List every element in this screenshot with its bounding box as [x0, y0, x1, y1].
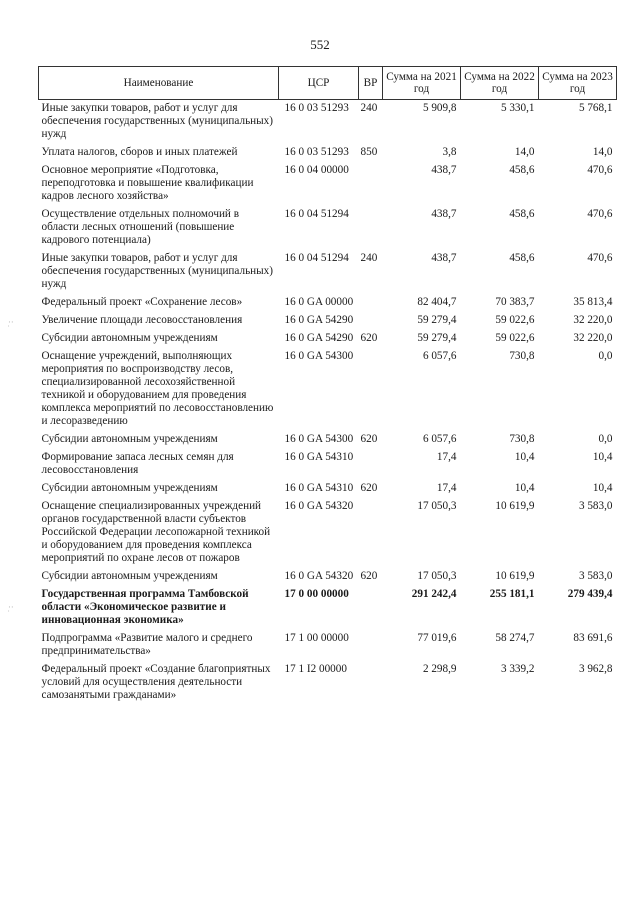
scan-artifact: ·̣·: [8, 603, 14, 613]
cell-csr: 16 0 03 51293: [284, 146, 349, 158]
page-number: 552: [310, 37, 330, 52]
cell-sum-2023: 279 439,4: [567, 588, 613, 600]
cell-name: Иные закупки товаров, работ и услуг для обеспечения государственных (муниципальных) нужд: [41, 252, 273, 290]
table-row: [39, 348, 617, 431]
cell-sum-2021: 438,7: [431, 164, 457, 176]
cell-sum-2022: 730,8: [509, 350, 535, 362]
table-row: [39, 431, 617, 449]
cell-name: Осуществление отдельных полномочий в области лесных отношений (повышение кадрового потенциала): [41, 208, 239, 246]
cell-vr: [359, 294, 383, 312]
cell-csr: 16 0 GA 54310: [284, 482, 354, 494]
cell-sum-2023: 32 220,0: [573, 314, 613, 326]
header-sum-2022: Сумма на 2022 год: [461, 67, 539, 100]
table-row: [39, 498, 617, 568]
cell-vr: [359, 449, 383, 480]
cell-sum-2023: 5 768,1: [578, 102, 613, 114]
table-row: [39, 312, 617, 330]
table-row: [39, 661, 617, 705]
cell-csr: 16 0 03 51293: [284, 102, 349, 114]
cell-sum-2021: 3,8: [442, 146, 457, 158]
cell-sum-2022: 14,0: [514, 146, 535, 158]
cell-csr: 17 0 00 00000: [284, 588, 349, 600]
cell-sum-2022: 10 619,9: [495, 570, 535, 582]
cell-csr: 16 0 GA 54290: [284, 332, 354, 344]
cell-sum-2021: 82 404,7: [417, 296, 457, 308]
cell-sum-2022: 10,4: [514, 451, 535, 463]
cell-csr: 16 0 GA 54290: [284, 314, 354, 326]
cell-csr: 17 1 00 00000: [284, 632, 349, 644]
cell-csr: 16 0 GA 00000: [284, 296, 354, 308]
table-row: [39, 162, 617, 206]
table-row: [39, 294, 617, 312]
cell-csr: 17 1 I2 00000: [284, 663, 347, 675]
cell-csr: 16 0 04 51294: [284, 208, 349, 220]
cell-vr: 620: [360, 433, 378, 445]
cell-sum-2023: 10,4: [592, 451, 613, 463]
cell-sum-2021: 2 298,9: [422, 663, 457, 675]
table-row: [39, 586, 617, 630]
cell-sum-2023: 0,0: [598, 350, 613, 362]
cell-name: Субсидии автономным учреждениям: [41, 482, 218, 494]
header-csr: ЦСР: [279, 67, 359, 100]
cell-sum-2023: 14,0: [592, 146, 613, 158]
cell-sum-2021: 291 242,4: [411, 588, 457, 600]
table-row: [39, 250, 617, 294]
cell-sum-2022: 730,8: [509, 433, 535, 445]
cell-sum-2021: 6 057,6: [422, 350, 457, 362]
table-row: [39, 100, 617, 145]
cell-sum-2021: 6 057,6: [422, 433, 457, 445]
cell-vr: [359, 630, 383, 661]
header-vr: ВР: [359, 67, 383, 100]
cell-csr: 16 0 04 00000: [284, 164, 349, 176]
cell-sum-2021: 438,7: [431, 252, 457, 264]
cell-name: Федеральный проект «Сохранение лесов»: [41, 296, 243, 308]
cell-sum-2021: 59 279,4: [417, 332, 457, 344]
cell-vr: [359, 498, 383, 568]
cell-name: Основное мероприятие «Подготовка, переподготовка и повышение квалификации кадров лесного хозяйства»: [41, 164, 254, 202]
cell-name: Увеличение площади лесовосстановления: [41, 314, 243, 326]
cell-vr: 620: [360, 570, 378, 582]
cell-sum-2021: 17 050,3: [417, 500, 457, 512]
cell-name: Оснащение учреждений, выполняющих мероприятия по воспроизводству лесов, специализированной лесохозяйственной техникой и оборудованием для проведения комплекса мероприятий по лесовосстановлению и лесоразведению: [41, 350, 274, 427]
cell-csr: 16 0 GA 54300: [284, 350, 354, 362]
cell-sum-2023: 83 691,6: [573, 632, 613, 644]
cell-vr: [359, 206, 383, 250]
cell-sum-2022: 458,6: [509, 252, 535, 264]
cell-sum-2021: 59 279,4: [417, 314, 457, 326]
cell-sum-2021: 17 050,3: [417, 570, 457, 582]
cell-sum-2021: 17,4: [436, 482, 457, 494]
cell-sum-2022: 458,6: [509, 208, 535, 220]
cell-vr: 620: [360, 482, 378, 494]
table-row: [39, 144, 617, 162]
cell-vr: [359, 348, 383, 431]
header-sum-2023: Сумма на 2023 год: [539, 67, 617, 100]
cell-vr: 240: [360, 252, 378, 264]
cell-sum-2022: 10 619,9: [495, 500, 535, 512]
cell-sum-2022: 458,6: [509, 164, 535, 176]
cell-csr: 16 0 04 51294: [284, 252, 349, 264]
cell-sum-2022: 10,4: [514, 482, 535, 494]
cell-csr: 16 0 GA 54310: [284, 451, 354, 463]
cell-csr: 16 0 GA 54320: [284, 570, 354, 582]
cell-sum-2022: 59 022,6: [495, 332, 535, 344]
cell-sum-2021: 77 019,6: [417, 632, 457, 644]
cell-sum-2023: 32 220,0: [573, 332, 613, 344]
cell-sum-2023: 35 813,4: [573, 296, 613, 308]
cell-sum-2022: 255 181,1: [489, 588, 535, 600]
cell-name: Формирование запаса лесных семян для лесовосстановления: [41, 451, 234, 476]
table-header: [39, 67, 617, 100]
cell-sum-2021: 17,4: [436, 451, 457, 463]
cell-vr: [359, 162, 383, 206]
cell-sum-2022: 3 339,2: [500, 663, 535, 675]
cell-vr: [359, 586, 383, 630]
cell-name: Федеральный проект «Создание благоприятных условий для осуществления деятельности самозанятыми гражданами»: [41, 663, 271, 701]
table-body: [39, 100, 617, 706]
header-name: Наименование: [39, 67, 279, 100]
cell-csr: 16 0 GA 54300: [284, 433, 354, 445]
cell-sum-2023: 3 583,0: [578, 570, 613, 582]
cell-sum-2023: 470,6: [587, 252, 613, 264]
scan-artifact: ·̣·: [8, 318, 14, 328]
cell-vr: [359, 312, 383, 330]
cell-vr: [359, 661, 383, 705]
cell-vr: 620: [360, 332, 378, 344]
cell-name: Подпрограмма «Развитие малого и среднего предпринимательства»: [41, 632, 253, 657]
cell-vr: 240: [360, 102, 378, 114]
table-row: [39, 449, 617, 480]
cell-sum-2021: 438,7: [431, 208, 457, 220]
cell-name: Субсидии автономным учреждениям: [41, 570, 218, 582]
budget-table: [38, 66, 617, 705]
cell-sum-2023: 3 583,0: [578, 500, 613, 512]
cell-sum-2022: 59 022,6: [495, 314, 535, 326]
cell-sum-2023: 3 962,8: [578, 663, 613, 675]
cell-sum-2023: 470,6: [587, 164, 613, 176]
cell-name: Иные закупки товаров, работ и услуг для обеспечения государственных (муниципальных) нужд: [41, 102, 273, 140]
table-row: [39, 330, 617, 348]
table-row: [39, 568, 617, 586]
cell-vr: 850: [360, 146, 378, 158]
cell-name: Оснащение специализированных учреждений органов государственной власти субъектов Российской Федерации лесопожарной техникой и оборудованием для проведения комплекса мероприятий по охране лесов от пожаров: [41, 500, 271, 564]
header-sum-2021: Сумма на 2021 год: [383, 67, 461, 100]
cell-name: Уплата налогов, сборов и иных платежей: [41, 146, 238, 158]
cell-sum-2022: 5 330,1: [500, 102, 535, 114]
table-row: [39, 206, 617, 250]
cell-sum-2021: 5 909,8: [422, 102, 457, 114]
cell-sum-2023: 10,4: [592, 482, 613, 494]
cell-name: Государственная программа Тамбовской области «Экономическое развитие и инновационная экономика»: [41, 588, 249, 626]
cell-name: Субсидии автономным учреждениям: [41, 433, 218, 445]
cell-sum-2022: 58 274,7: [495, 632, 535, 644]
cell-csr: 16 0 GA 54320: [284, 500, 354, 512]
cell-name: Субсидии автономным учреждениям: [41, 332, 218, 344]
cell-sum-2023: 470,6: [587, 208, 613, 220]
table-row: [39, 480, 617, 498]
cell-sum-2022: 70 383,7: [495, 296, 535, 308]
table-row: [39, 630, 617, 661]
cell-sum-2023: 0,0: [598, 433, 613, 445]
